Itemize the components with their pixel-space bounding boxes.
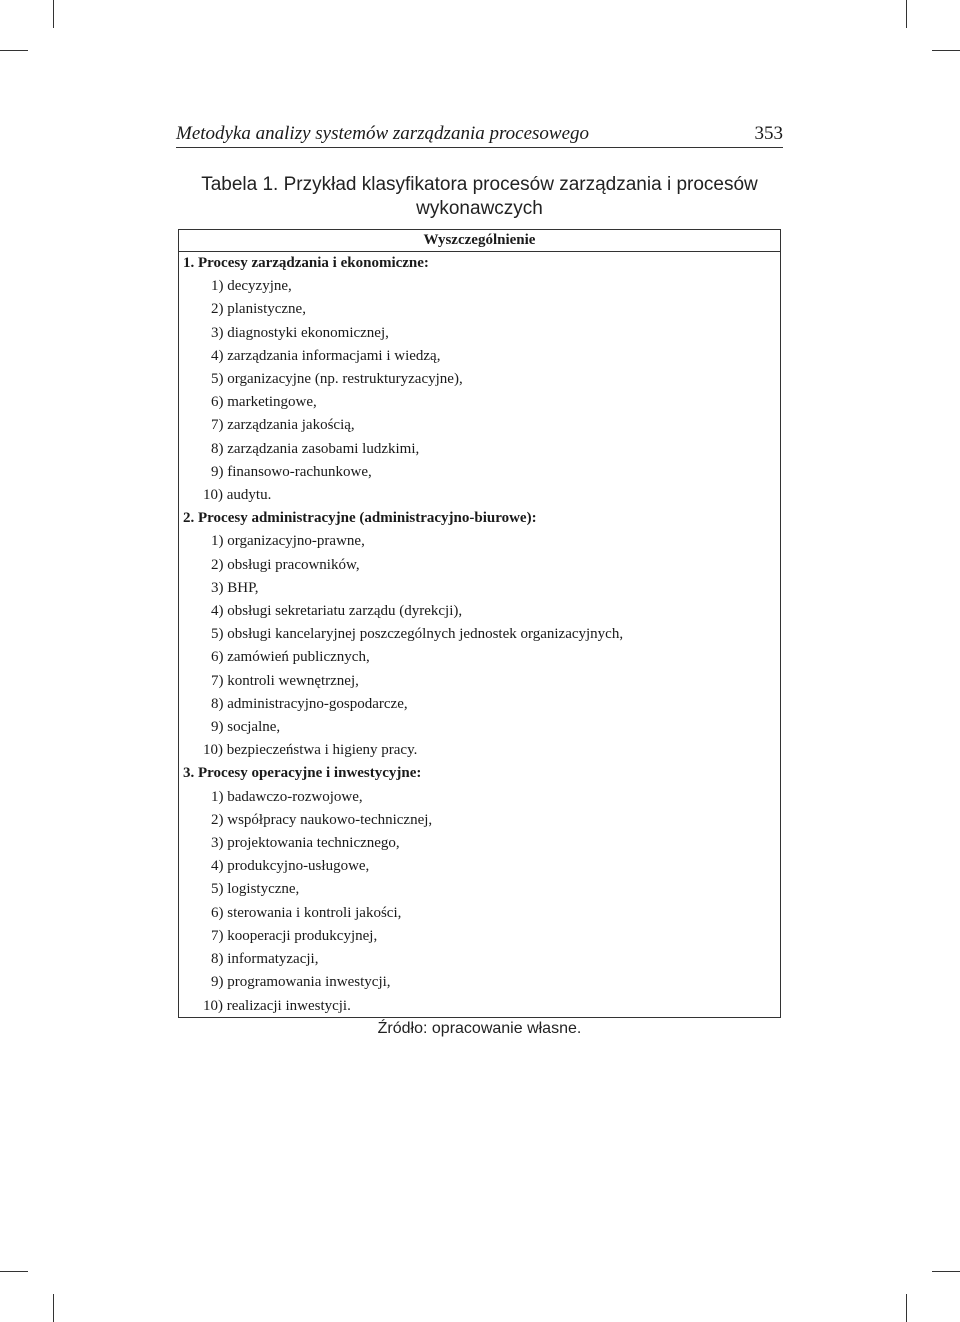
- crop-mark-bottom-left: [53, 1294, 54, 1322]
- list-item: 5) organizacyjne (np. restrukturyzacyjne),: [211, 371, 463, 388]
- list-item: 10) realizacji inwestycji.: [203, 997, 351, 1014]
- group-heading: 2. Procesy administracyjne (administracyjno-biurowe):: [183, 510, 537, 527]
- crop-mark-left-upper: [0, 50, 28, 51]
- crop-mark-bottom-right: [906, 1294, 907, 1322]
- list-item: 4) obsługi sekretariatu zarządu (dyrekcji),: [211, 603, 463, 620]
- list-item: 7) zarządzania jakością,: [211, 417, 355, 434]
- list-item: 2) współpracy naukowo-technicznej,: [211, 811, 433, 828]
- list-item: 6) sterowania i kontroli jakości,: [211, 904, 402, 921]
- list-item: 3) diagnostyki ekonomicznej,: [211, 324, 389, 341]
- list-item: 10) audytu.: [203, 487, 272, 504]
- list-item: 8) informatyzacji,: [211, 951, 319, 968]
- list-item: 6) zamówień publicznych,: [211, 649, 370, 666]
- list-item: 2) planistyczne,: [211, 301, 306, 318]
- table-body: [179, 252, 780, 1018]
- list-item: 8) administracyjno-gospodarcze,: [211, 695, 408, 712]
- table-caption: [176, 173, 783, 221]
- source-note: Źródło: opracowanie własne.: [377, 1020, 582, 1037]
- list-item: 2) obsługi pracowników,: [211, 556, 360, 573]
- list-item: 9) finansowo-rachunkowe,: [211, 463, 372, 480]
- crop-mark-top-right: [906, 0, 907, 28]
- table-group-1: [179, 252, 780, 507]
- list-item: 9) socjalne,: [211, 719, 281, 736]
- list-item: 9) programowania inwestycji,: [211, 974, 391, 991]
- running-head-title: Metodyka analizy systemów zarządzania procesowego: [176, 123, 590, 144]
- crop-mark-right-upper: [932, 50, 960, 51]
- group-heading: 1. Procesy zarządzania i ekonomiczne:: [183, 255, 429, 271]
- classification-table: [178, 229, 781, 1018]
- list-item: 1) organizacyjno-prawne,: [211, 533, 365, 550]
- table-caption-line-1: Tabela 1. Przykład klasyfikatora procesów zarządzania i procesów: [201, 174, 758, 195]
- list-item: 7) kooperacji produkcyjnej,: [211, 927, 378, 944]
- table-header: Wyszczególnienie: [179, 230, 780, 252]
- list-item: 8) zarządzania zasobami ludzkimi,: [211, 440, 420, 457]
- list-item: 1) decyzyjne,: [211, 278, 292, 295]
- list-item: 4) zarządzania informacjami i wiedzą,: [211, 347, 441, 364]
- list-item: 1) badawczo-rozwojowe,: [211, 788, 363, 805]
- list-item: 5) obsługi kancelaryjnej poszczególnych jednostek organizacyjnych,: [211, 626, 624, 643]
- table-group-2: [179, 507, 780, 762]
- group-heading: 3. Procesy operacyjne i inwestycyjne:: [183, 765, 422, 782]
- list-item: 6) marketingowe,: [211, 394, 317, 411]
- list-item: 7) kontroli wewnętrznej,: [211, 672, 359, 689]
- list-item: 3) BHP,: [211, 579, 259, 596]
- crop-mark-right-lower: [932, 1271, 960, 1272]
- table-caption-line-2: wykonawczych: [416, 198, 543, 219]
- list-item: 10) bezpieczeństwa i higieny pracy.: [203, 742, 418, 759]
- list-item: 5) logistyczne,: [211, 881, 300, 898]
- list-item: 3) projektowania technicznego,: [211, 835, 400, 852]
- list-item: 4) produkcyjno-usługowe,: [211, 858, 370, 875]
- crop-mark-top-left: [53, 0, 54, 28]
- crop-mark-left-lower: [0, 1271, 28, 1272]
- table-group-3: [179, 762, 780, 1017]
- running-head: [176, 121, 783, 148]
- page-number: 353: [754, 123, 783, 144]
